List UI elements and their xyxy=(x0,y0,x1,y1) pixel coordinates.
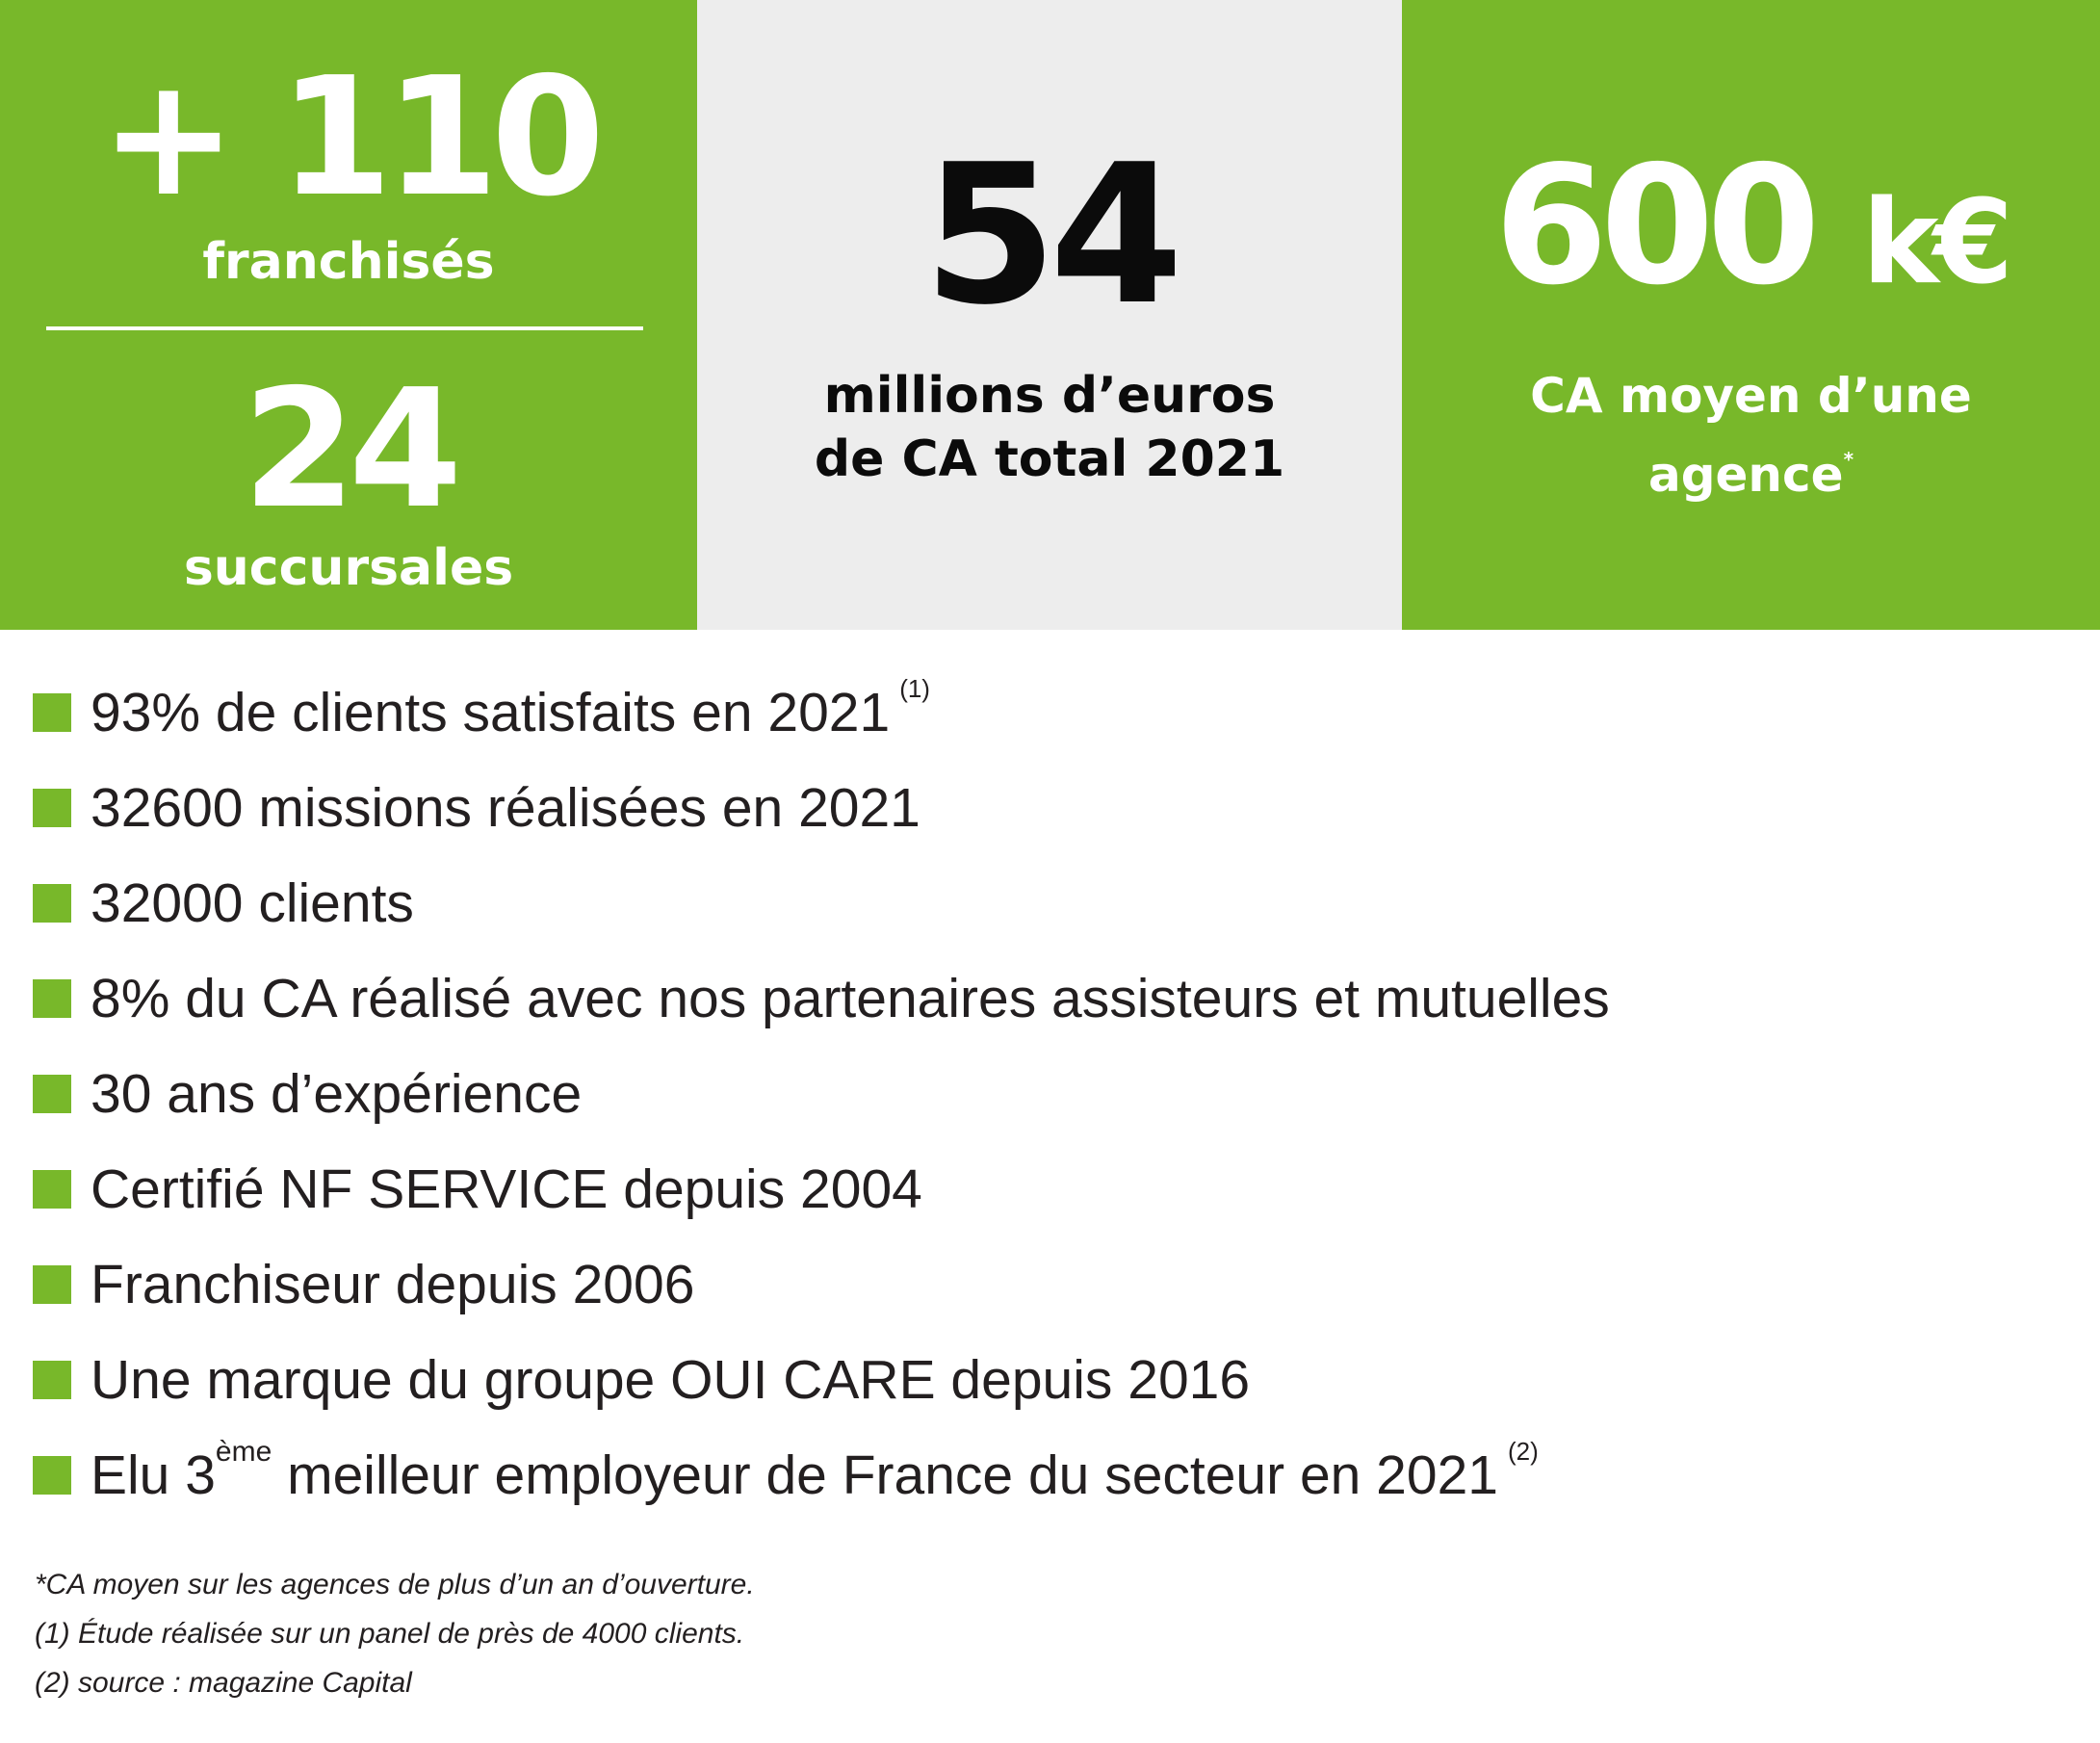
ca-total-label xyxy=(697,364,1402,491)
green-square-bullet-icon xyxy=(33,1075,71,1113)
ca-total-value: 54 xyxy=(922,123,1177,348)
list-item-text-end: meilleur employeur de France du secteur en 2021 xyxy=(272,1444,1498,1506)
list-item xyxy=(33,1141,1610,1236)
green-square-bullet-icon xyxy=(33,789,71,827)
footnote-asterisk: *CA moyen sur les agences de plus d’un an d’ouverture. xyxy=(35,1569,755,1600)
ca-total-label-line1: millions d’euros xyxy=(823,367,1276,425)
ca-moyen-label-line2 xyxy=(1402,428,2100,507)
list-item xyxy=(33,1332,1610,1427)
succursales-count: 24 xyxy=(242,354,455,545)
footnote-2: (2) source : magazine Capital xyxy=(35,1667,412,1699)
list-item-text: 32600 missions réalisées en 2021 xyxy=(91,776,920,839)
list-item xyxy=(33,855,1610,950)
green-square-bullet-icon xyxy=(33,1170,71,1209)
list-item xyxy=(33,760,1610,855)
ca-moyen-number: 600 xyxy=(1493,131,1813,322)
ca-moyen-panel xyxy=(1402,0,2100,630)
ca-moyen-label xyxy=(1402,364,2100,507)
list-item-text: Certifié NF SERVICE depuis 2004 xyxy=(91,1158,922,1220)
green-square-bullet-icon xyxy=(33,884,71,923)
list-item xyxy=(33,1427,1610,1522)
list-item xyxy=(33,664,1610,760)
green-square-bullet-icon xyxy=(33,1361,71,1399)
footnote-ref: (1) xyxy=(899,674,930,703)
ca-moyen-value xyxy=(1402,131,2100,325)
key-facts-list xyxy=(33,664,1610,1522)
ca-total-panel xyxy=(697,0,1402,630)
ordinal-superscript: ème xyxy=(215,1435,272,1468)
list-item-text-start: Elu 3 xyxy=(91,1444,216,1506)
green-square-bullet-icon xyxy=(33,1265,71,1304)
ca-total-label-line2: de CA total 2021 xyxy=(814,430,1285,488)
ca-moyen-label-agence: agence xyxy=(1647,447,1844,503)
ca-moyen-label-line1: CA moyen d’une xyxy=(1530,368,1972,424)
green-square-bullet-icon xyxy=(33,979,71,1018)
list-item-text: Une marque du groupe OUI CARE depuis 2016 xyxy=(91,1348,1251,1411)
list-item-text: 30 ans d’expérience xyxy=(91,1062,583,1125)
footnotes xyxy=(35,1560,755,1707)
network-panel xyxy=(0,0,697,630)
ca-moyen-unit: k€ xyxy=(1861,176,2009,310)
asterisk-marker: * xyxy=(1843,448,1854,471)
list-item-text: Franchiseur depuis 2006 xyxy=(91,1253,695,1315)
list-item xyxy=(33,950,1610,1046)
list-item-text: 93% de clients satisfaits en 2021 xyxy=(91,681,891,743)
list-item xyxy=(33,1236,1610,1332)
franchises-count: + 110 xyxy=(99,42,598,233)
list-item-text: 8% du CA réalisé avec nos partenaires assisteurs et mutuelles xyxy=(91,967,1610,1029)
green-square-bullet-icon xyxy=(33,693,71,732)
list-item-text: 32000 clients xyxy=(91,872,414,934)
footnote-ref: (2) xyxy=(1508,1437,1539,1466)
franchises-label: franchisés xyxy=(202,233,495,291)
divider xyxy=(46,326,643,330)
list-item xyxy=(33,1046,1610,1141)
green-square-bullet-icon xyxy=(33,1456,71,1495)
footnote-1: (1) Étude réalisée sur un panel de près de 4000 clients. xyxy=(35,1618,745,1650)
succursales-label: succursales xyxy=(183,539,514,597)
stats-banner xyxy=(0,0,2100,630)
